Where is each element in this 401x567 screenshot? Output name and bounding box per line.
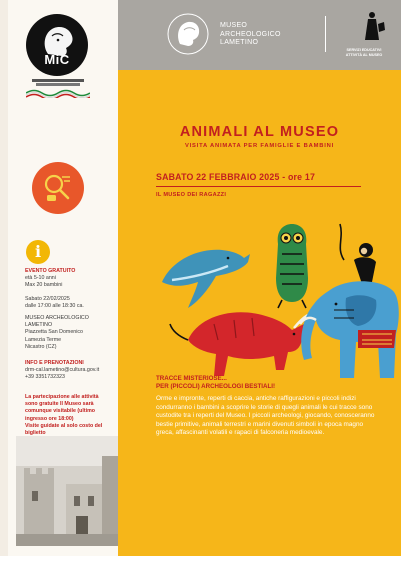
event-datetime: SABATO 22 FEBBRAIO 2025 - ore 17: [156, 172, 316, 182]
date-underline: [156, 186, 361, 187]
booking-email[interactable]: drm-cal.lametino@cultura.gov.it: [25, 367, 100, 374]
bull-icon: [170, 312, 318, 376]
note-line-3: comunque visitabile (ultimo: [25, 408, 96, 415]
event-poster: [118, 70, 401, 567]
age-range: età 5-10 anni: [25, 275, 56, 282]
educational-services-label: [333, 48, 395, 57]
bottom-margin: [0, 556, 401, 567]
section-heading-line-1: TRACCE MISTERIOSE...: [156, 375, 227, 382]
figure-vase-icon: [358, 10, 388, 42]
tricolor-ribbon-icon: [26, 88, 90, 98]
venue-city: Lamezia Terme: [25, 336, 62, 343]
magnifier-badge: [32, 162, 84, 214]
mic-logo: [26, 14, 88, 76]
venue-name-1: MUSEO ARCHEOLOGICO: [25, 315, 89, 321]
header-divider: [325, 16, 326, 52]
educational-services-line-2: ATTIVITÀ AL MUSEO: [345, 52, 383, 57]
note-line-6: biglietto: [25, 430, 46, 437]
event-date: Sabato 22/02/2025: [25, 296, 70, 302]
booking-phone[interactable]: +39 3351732323: [25, 374, 65, 381]
event-description: Orme e impronte, reperti di caccia, antiche raffigurazioni e piccoli indizi condurranno i bambini a scoprire le storie di quegli animali le cui tracce sono custodite tra i reperti del Museo. I piccoli archeologi, giocando, conosceranno bestie primitive, animali terrestri e marini divenuti simboli in epoca magno greca, affascinanti volatili e rapaci di falconeria medioevale.: [156, 395, 375, 437]
dolphin-icon: [162, 250, 250, 308]
booking-title: INFO E PRENOTAZIONI: [25, 360, 84, 366]
venue-street: Piazzetta San Domenico: [25, 329, 84, 336]
museum-header: [118, 0, 401, 70]
event-time: dalle 17:00 alle 18:30 ca.: [25, 303, 84, 310]
museum-name-line-3: LAMETINO: [220, 39, 259, 46]
venue-address: [25, 315, 117, 351]
event-free-label: EVENTO GRATUITO: [25, 268, 76, 274]
elephant-icon: [300, 281, 399, 378]
participation-note: [25, 394, 117, 437]
booking-info: [25, 360, 117, 382]
museum-profile-logo-icon: [166, 12, 210, 56]
max-participants: Max 20 bambini: [25, 282, 63, 289]
owl-icon: [276, 224, 308, 308]
magnifier-icon: [32, 162, 84, 214]
event-schedule: [25, 296, 117, 310]
note-line-4: ingresso ore 18:00): [25, 415, 74, 422]
section-heading: [156, 375, 275, 391]
museum-name-line-2: ARCHEOLOGICO: [220, 30, 281, 38]
note-line-2: sono gratuite Il Museo sarà: [25, 401, 94, 408]
event-subtitle: VISITA ANIMATA PER FAMIGLIE E BAMBINI: [184, 143, 335, 149]
info-icon: i: [26, 240, 50, 264]
section-heading-line-2: PER (PICCOLI) ARCHEOLOGI BESTIALI!: [156, 383, 276, 390]
note-line-5: Visite guidate al solo costo del: [25, 422, 103, 429]
museum-name-line-1: MUSEO: [220, 22, 248, 29]
venue-district: Nicastro (CZ): [25, 343, 57, 350]
castle-illustration: [16, 436, 126, 546]
event-title: ANIMALI AL MUSEO: [179, 124, 340, 140]
mic-caption-lines: [26, 79, 90, 86]
mic-logo-text: MiC: [44, 52, 70, 67]
note-line-1: La partecipazione alle attività: [25, 394, 99, 400]
venue-name-2: LAMETINO: [25, 322, 53, 329]
museum-name: [220, 22, 281, 48]
educational-services-line-1: SERVIZI EDUCATIVI: [346, 48, 382, 52]
event-info: [25, 268, 117, 290]
info-sidebar: [8, 0, 118, 567]
program-tag: IL MUSEO DEI RAGAZZI: [156, 192, 227, 198]
